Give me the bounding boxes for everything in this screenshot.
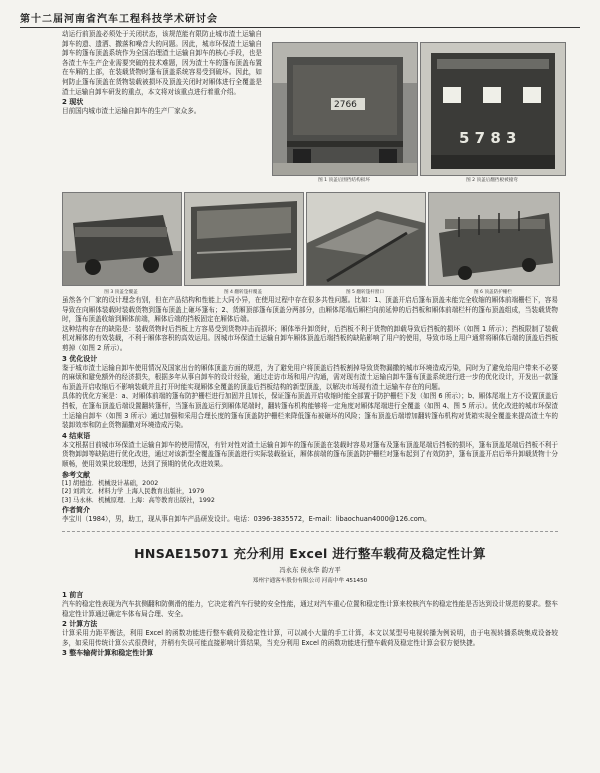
guard-fence-photo [429,193,559,285]
optimization-paragraph-1: 鉴于城市渣土运输自卸车使用情况及国家出台的厢体顶盖方面的规范，为了避免用户将顶盖后挡板割掉导致货物漏撒的城市环境造成污染，同时为了避免给用户带来不必要的麻烦和避免额外的经济损失，根据多年从事自卸车的设计经验，通过走访市场和用户沟通，需对现有渣土运输自卸车篷布顶盖系统进行进一步的优化设计，开发出一款篷布顶盖开启收缩后不影响装载并且打开时能实现厢体全覆盖的顶盖后挡板结构的新型顶盖，以解决市场现有渣土运输车存在的问题。 [62,363,558,391]
body-paragraph-2: 这种结构存在的缺陷是：装载货物时后挡板上方容易受到货物冲击而损坏；厢体举升卸货时，后挡板不利于货物的卸载导致后挡板的损坏（如图 1 所示）；挡板限制了装载机对厢体的有效装载，不利于厢体容积的高效运用。因城市环保渣土运输自卸车厢体顶盖后端挡板的缺陷影响了用户的使用，导致市场上用户通常将厢体后端的顶盖后挡板剪掉（如图 2 所示）。 [62,324,558,352]
body-paragraph-1: 虽然各个厂家的设计理念有别，但在产品结构和性能上大同小异，在使用过程中存在很多共性问题。比如：1、顶盖开启后篷布顶盖未能完全收缩的厢体前端栅栏下，容易导致在向厢体装载时装载货物到篷布顶盖上砸坏篷布；2、货厢顶部篷布顶盖分两部分，由厢体尾端后厢栏向前延伸的后挡板和厢体前端栏杆的篷布顶盖组成，当装载货物时，篷布顶盖收缩到厢体前端，厢体后端的挡板固定在厢体后端。 [62,296,558,324]
article2-heading-calc: 3 整车输荷计算和稳定性计算 [62,649,154,658]
article2-method-paragraph: 计算采用力距平衡法，利用 Excel 的函数功能进行整车载荷及稳定性计算，可以减小大量的手工计算，本文以某型号电视转播为例说明，由于电视转播系统集成设备较多，如采用传统计算公式很费时，并稍有失误可能直接影响计算结果，当充分利用 Excel 的函数功能进行整车载荷及稳定性计算会很方便快捷。 [62,629,558,647]
article-separator [62,531,558,532]
article2-heading-method: 2 计算方法 [62,620,98,629]
caption-fig2: 图 2 顶盖后翻挡板被撞弯 [466,178,518,183]
optimization-paragraph-2: 具体的优化方案是：a、对厢体前端的篷布防护栅栏进行加固并且加长，保证篷布顶盖开启收缩时能全部置于防护栅栏下发（如图 6 所示）；b、厢体尾端上方不设置顶盖后挡板，在篷布顶盖后端设置翻转篷杆，当篷布顶盖运行到厢体尾端时，翻转篷布机构能够将一定角度对厢体尾端进行全覆盖（如图 4、图 5 所示）。优化改进的城市环保渣土运输自卸车（如图 3 所示）通过加强和采用合理长度的篷布顶盖防护栅栏来降低篷布被砸坏的风险；篷布顶盖后端增加翻转篷布机构对货箱实现全覆盖来提高渣土车的装卸效率和防止货物漏撒对环境造成污染。 [62,392,558,430]
article2-heading-intro: 1 前言 [62,591,84,599]
author-bio: 李宝川（1984），男，助工，现从事自卸车产品研发设计。电话：0396-3835572，E-mail：libaochuan4000@126.com。 [62,515,431,524]
status-paragraph: 目前国内城市渣土运输自卸车的生产厂家众多。 [62,107,201,116]
article2 [62,544,558,658]
photo-fig6 [428,192,560,286]
photo-fig5 [306,192,426,286]
caption-fig3: 图 3 顶盖全覆盖 [104,290,138,295]
section-heading-status: 2 现状 [62,98,84,107]
truck-rear-photo-2 [421,43,565,175]
article2-authors: 冯永东 侯永华 韵方平 [279,566,341,574]
flip-bar-window-photo [307,193,425,285]
article2-affiliation: 郑州宇通客车股份有限公司 河南中牟 451450 [252,578,368,584]
section-heading-optimization: 3 优化设计 [62,354,98,363]
photo-fig3 [62,192,182,286]
reference-item: [3] 马永林．机械原理．上海：高等教育出版社，1992 [62,496,215,504]
caption-fig1: 图 1 顶盖后围挡结构损坏 [318,178,370,183]
author-bio-heading: 作者简介 [62,506,90,515]
intro-paragraph: 动运行前顶盖必须处于关闭状态，该规范能有限防止城市渣土运输自卸车的遗、遗洒、撒落和噪音大的问题。因此，城市环保渣土运输自卸车的篷布顶盖系统作为全国治理渣土运输自卸车的核心手段，也是各渣土车生产企业需要突破的技术难题，因为渣土车的篷布顶盖布置在车厢的上部，在装载货物时篷布顶盖系统容易受到破坏。因此，如何防止篷布顶盖在货物装载被损坏及顶盖关闭时对厢体进行全覆盖是渣土运输自卸车研发的重点，本文将对该重点进行着重介绍。 [62,30,262,96]
reference-item: [1] 胡德迨．机械设计基础，2002 [62,479,159,487]
photo-fig2 [420,42,566,176]
left-column [62,30,262,117]
photo-fig4 [184,192,304,286]
caption-fig5: 图 5 翻转篷杆窗口 [345,290,384,295]
caption-fig6: 图 6 顶盖防护栅栏 [473,290,512,295]
running-header: 第十二届河南省汽车工程科技学术研讨会 [20,10,580,28]
reference-item: [2] 刘鸿文．材料力学 上海人民教育出版社，1979 [62,488,205,496]
truck-full-cover-photo [63,193,181,285]
caption-fig4: 图 4 翻转篷杆覆盖 [223,290,262,295]
article2-title: HNSAE15071 充分利用 Excel 进行整车载荷及稳定性计算 [134,546,486,561]
article2-intro-paragraph: 汽车的稳定性表现为汽车抗侧翻和防侧滑的能力，它决定着汽车行驶的安全性能，通过对汽车重心位置和稳定性计算来校核汽车的稳定性能是否达到设计规范的要求。整车稳定性计算通过确定车体布局合理、安全。 [62,600,558,618]
photo-fig1 [272,42,418,176]
article1-body [62,296,558,524]
conclusion-paragraph: 本文根据目前城市环保渣土运输自卸车的使用情况，有针对性对渣土运输自卸车的篷布顶盖在装载时容易对篷布及篷布顶盖尾端后挡板的损坏，篷布顶盖尾端后挡板不利于货物卸卸等缺陷进行优化改进，通过对该新型全覆盖篷布顶盖进行实际装载验证，厢体前端的篷布顶盖防护栅栏对篷布起到了有效防护，篷布顶盖开启后举升卸载货物十分顺畅，使用效果比较理想，达到了预期的优化改进效果。 [62,440,558,468]
truck-rear-photo-1 [273,43,417,175]
tail-number: 5 7 8 3 [459,129,517,147]
header-rule [20,27,580,28]
references-heading: 参考文献 [62,470,90,479]
section-heading-conclusion: 4 结束语 [62,431,91,440]
license-plate: 2766 [334,100,357,110]
flip-bar-cover-photo [185,193,303,285]
